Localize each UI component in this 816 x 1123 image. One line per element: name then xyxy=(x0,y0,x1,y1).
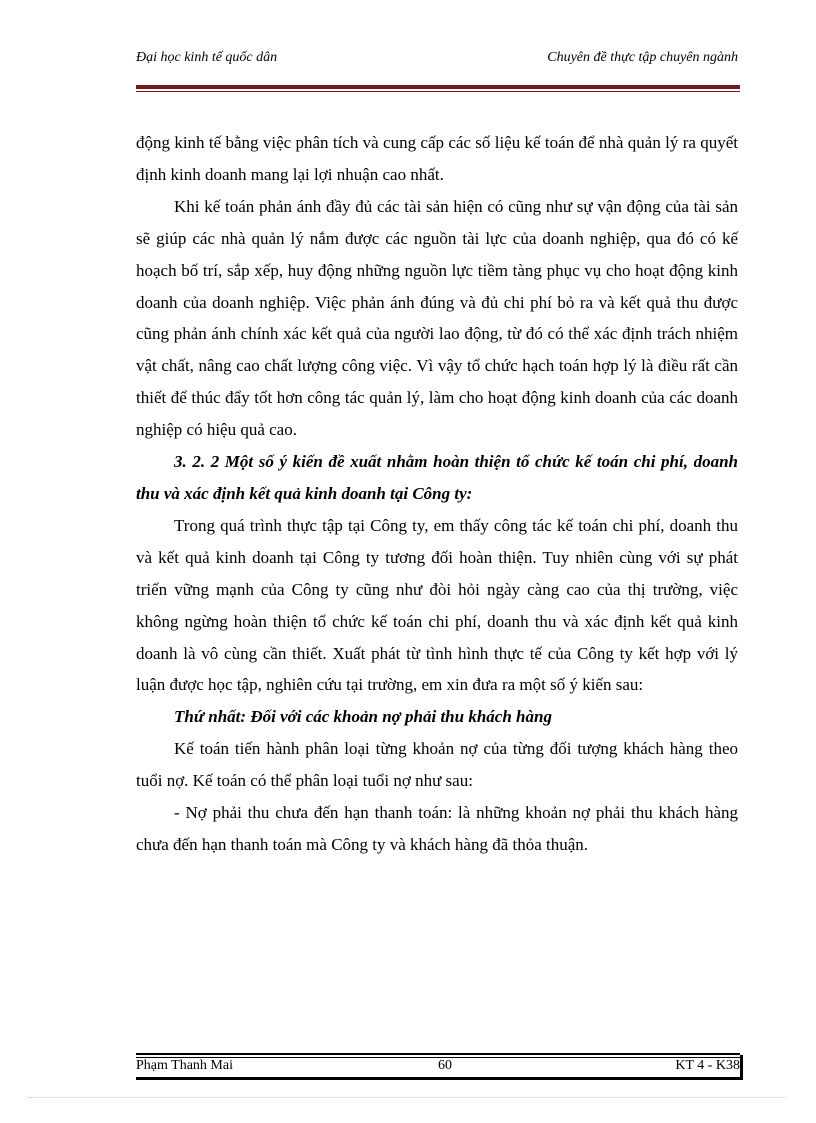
page-body xyxy=(136,127,738,861)
footer-rule-thick xyxy=(136,1053,740,1055)
page-header xyxy=(136,50,738,70)
page-number: 60 xyxy=(438,1058,452,1073)
header-rule-thick xyxy=(136,85,740,89)
footer-class: KT 4 - K38 xyxy=(675,1058,740,1073)
list-item: - Nợ phải thu chưa đến hạn thanh toán: là những khoản nợ phải thu khách hàng chưa đến hạn thanh toán mà Công ty và khách hàng đã thỏa thuận. xyxy=(136,803,738,854)
header-report-title: Chuyên đề thực tập chuyên ngành xyxy=(547,50,738,65)
footer-shadow-bottom xyxy=(136,1077,743,1080)
header-rule-thin xyxy=(136,91,740,92)
footer-author: Phạm Thanh Mai xyxy=(136,1058,233,1073)
paragraph: Kế toán tiến hành phân loại từng khoản nợ của từng đối tượng khách hàng theo tuổi nợ. Kế toán có thể phân loại tuổi nợ như sau: xyxy=(136,739,738,791)
paragraph: Trong quá trình thực tập tại Công ty, em thấy công tác kế toán chi phí, doanh thu và kết quả kinh doanh tại Công ty tương đối hoàn thiện. Tuy nhiên cùng với sự phát triển vững mạnh của Công ty cũng như đòi hỏi ngày càng cao của thị trường, việc không ngừng hoàn thiện tổ chức kế toán chi phí, doanh thu và xác định kết quả kinh doanh là vô cùng cần thiết. Xuất phát từ tình hình thực tế của Công ty kết hợp với lý luận được học tập, nghiên cứu tại trường, em xin đưa ra một số ý kiến sau: xyxy=(136,515,738,695)
page-footer xyxy=(136,1058,740,1076)
paragraph: Khi kế toán phản ánh đầy đủ các tài sản hiện có cũng như sự vận động của tài sản sẽ giúp các nhà quản lý nắm được các nguồn tài lực của doanh nghiệp, qua đó có kế hoạch bố trí, sắp xếp, huy động những nguồn lực tiềm tàng phục vụ cho hoạt động kinh doanh của doanh nghiệp. Việc phản ánh đúng và đủ chi phí bỏ ra và kết quả thu được cũng phản ánh chính xác kết quả của người lao động, từ đó có thể xác định trách nhiệm vật chất, nâng cao chất lượng công việc. Vì vậy tổ chức hạch toán hợp lý là điều rất cần thiết để thúc đẩy tốt hơn công tác quản lý, làm cho hoạt động kinh doanh của các doanh nghiệp có hiệu quả cao. xyxy=(136,196,738,440)
footer-shadow-right xyxy=(740,1055,743,1077)
section-heading: 3. 2. 2 Một số ý kiến đề xuất nhằm hoàn thiện tổ chức kế toán chi phí, doanh thu và xác định kết quả kinh doanh tại Công ty: xyxy=(136,452,738,503)
subsection-heading: Thứ nhất: Đối với các khoản nợ phải thu khách hàng xyxy=(174,707,552,727)
paragraph-continued: động kinh tế bằng việc phân tích và cung cấp các số liệu kế toán để nhà quản lý ra quyết định kinh doanh mang lại lợi nhuận cao nhất. xyxy=(136,133,738,184)
header-university: Đại học kinh tế quốc dân xyxy=(136,50,278,65)
page-bottom-dotted-line xyxy=(28,1097,786,1098)
